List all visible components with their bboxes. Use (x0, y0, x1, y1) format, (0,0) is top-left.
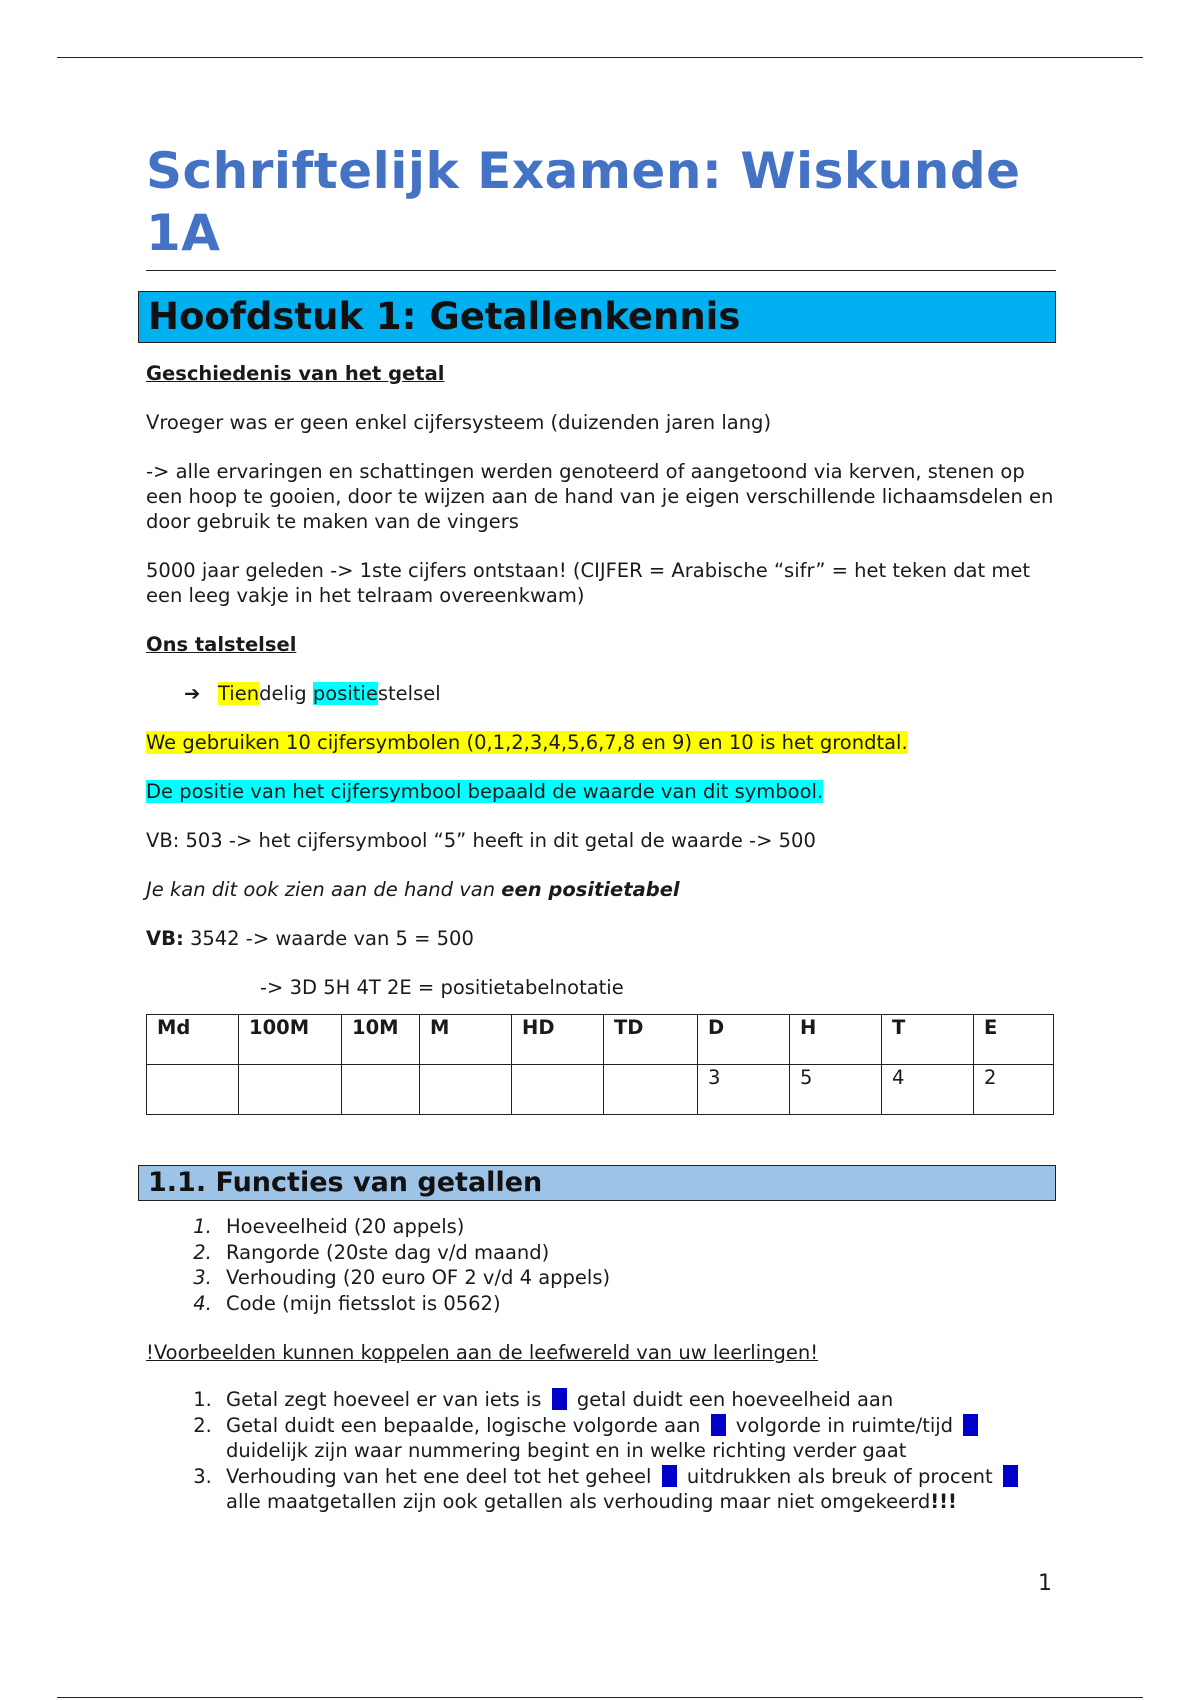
history-paragraph-3: 5000 jaar geleden -> 1ste cijfers ontstaan! (CIJFER = Arabische “sifr” = het teken dat met een leeg vakje in het telraam overeenkwam) (146, 559, 1030, 607)
list-item (218, 1464, 1056, 1515)
example-2-part-c: duidelijk zijn waar nummering begint en in welke richting verder gaat (226, 1439, 907, 1462)
table-intro-bold: een positietabel (501, 878, 680, 901)
history-paragraph-1: Vroeger was er geen enkel cijfersysteem (duizenden jaren lang) (146, 411, 772, 434)
square-bullet-icon (963, 1414, 978, 1436)
example-3-part-a: Verhouding van het ene deel tot het geheel (226, 1464, 658, 1488)
section-heading: 1.1. Functies van getallen (138, 1165, 1056, 1201)
square-bullet-icon (552, 1388, 567, 1410)
square-bullet-icon (711, 1414, 726, 1436)
highlight-tien: Tien (218, 682, 260, 705)
yellow-highlight-line (146, 730, 1056, 755)
word-stelsel: stelsel (377, 682, 441, 705)
table-header-cell: M (420, 1015, 512, 1065)
table-value-cell: 2 (974, 1065, 1054, 1115)
examples-note: !Voorbeelden kunnen koppelen aan de leefwereld van uw leerlingen! (146, 1341, 819, 1364)
table-value-cell: 5 (790, 1065, 882, 1115)
list-item (218, 1413, 1056, 1464)
table-value-cell (342, 1065, 420, 1115)
table-header-cell: D (698, 1015, 790, 1065)
example-label: VB: (146, 927, 184, 950)
list-item: 2. Rangorde (20ste dag v/d maand) (218, 1240, 1056, 1266)
list-item: 4. Code (mijn fietsslot is 0562) (218, 1291, 1056, 1317)
highlight-base-ten: We gebruiken 10 cijfersymbolen (0,1,2,3,4,5,6,7,8 en 9) en 10 is het grondtal. (146, 731, 908, 754)
table-value-cell: 3 (698, 1065, 790, 1115)
system-heading: Ons talstelsel (146, 633, 297, 656)
table-intro (146, 877, 1056, 902)
example-2-part-a: Getal duidt een bepaalde, logische volgorde aan (226, 1413, 707, 1437)
table-header-cell: E (974, 1015, 1054, 1065)
table-value-cell (420, 1065, 512, 1115)
history-paragraph-2: -> alle ervaringen en schattingen werden genoteerd of aangetoond via kerven, stenen op een hoop te gooien, door te wijzen aan de hand van je eigen verschillende lichaamsdelen en door gebruik te maken van de vingers (146, 460, 1054, 533)
chapter-heading: Hoofdstuk 1: Getallenkennis (138, 291, 1056, 343)
example-3-part-b: uitdrukken als breuk of procent (680, 1464, 999, 1488)
highlight-position-value: De positie van het cijfersymbool bepaald de waarde van dit symbool. (146, 780, 824, 803)
example-3542 (146, 926, 1056, 951)
table-value-cell (512, 1065, 604, 1115)
table-header-cell: TD (604, 1015, 698, 1065)
square-bullet-icon (662, 1465, 677, 1487)
notation-line: -> 3D 5H 4T 2E = positietabelnotatie (260, 976, 624, 999)
positional-system-line (146, 681, 1056, 706)
example-text: 3542 -> waarde van 5 = 500 (183, 927, 474, 950)
table-header-cell: 10M (342, 1015, 420, 1065)
page-number: 1 (1038, 1571, 1052, 1596)
document-body (146, 140, 1056, 1515)
history-heading: Geschiedenis van het getal (146, 362, 445, 385)
example-2-part-b: volgorde in ruimte/tijd (729, 1413, 960, 1437)
table-value-cell: 4 (882, 1065, 974, 1115)
position-table (146, 1014, 1054, 1115)
arrow-right-icon: ➔ (184, 682, 201, 705)
table-value-cell (604, 1065, 698, 1115)
table-intro-italic: Je kan dit ook zien aan de hand van (146, 878, 502, 901)
table-header-cell: H (790, 1015, 882, 1065)
list-item: 1. Hoeveelheid (20 appels) (218, 1214, 1056, 1240)
example-3-part-c: alle maatgetallen zijn ook getallen als verhouding maar niet omgekeerd (226, 1490, 931, 1513)
example-1-part-a: Getal zegt hoeveel er van iets is (226, 1388, 548, 1411)
example-503: VB: 503 -> het cijfersymbool “5” heeft in dit getal de waarde -> 500 (146, 829, 816, 852)
list-item (218, 1387, 1056, 1413)
word-delig: delig (259, 682, 313, 705)
highlight-positie: positie (312, 682, 378, 705)
table-value-cell (147, 1065, 239, 1115)
header-rule (57, 57, 1143, 58)
footer-rule (57, 1697, 1143, 1698)
example-3-emphasis: !!! (930, 1490, 957, 1513)
examples-list (146, 1387, 1056, 1515)
table-header-cell: Md (147, 1015, 239, 1065)
position-table-value-row (147, 1065, 1054, 1115)
table-header-cell: 100M (239, 1015, 342, 1065)
table-header-cell: HD (512, 1015, 604, 1065)
example-1-part-b: getal duidt een hoeveelheid aan (570, 1388, 894, 1411)
position-table-header-row (147, 1015, 1054, 1065)
document-title: Schriftelijk Examen: Wiskunde 1A (146, 140, 1056, 271)
square-bullet-icon (1003, 1465, 1018, 1487)
functions-list (146, 1214, 1056, 1316)
list-item: 3. Verhouding (20 euro OF 2 v/d 4 appels) (218, 1265, 1056, 1291)
table-header-cell: T (882, 1015, 974, 1065)
table-value-cell (239, 1065, 342, 1115)
cyan-highlight-line (146, 779, 1056, 804)
